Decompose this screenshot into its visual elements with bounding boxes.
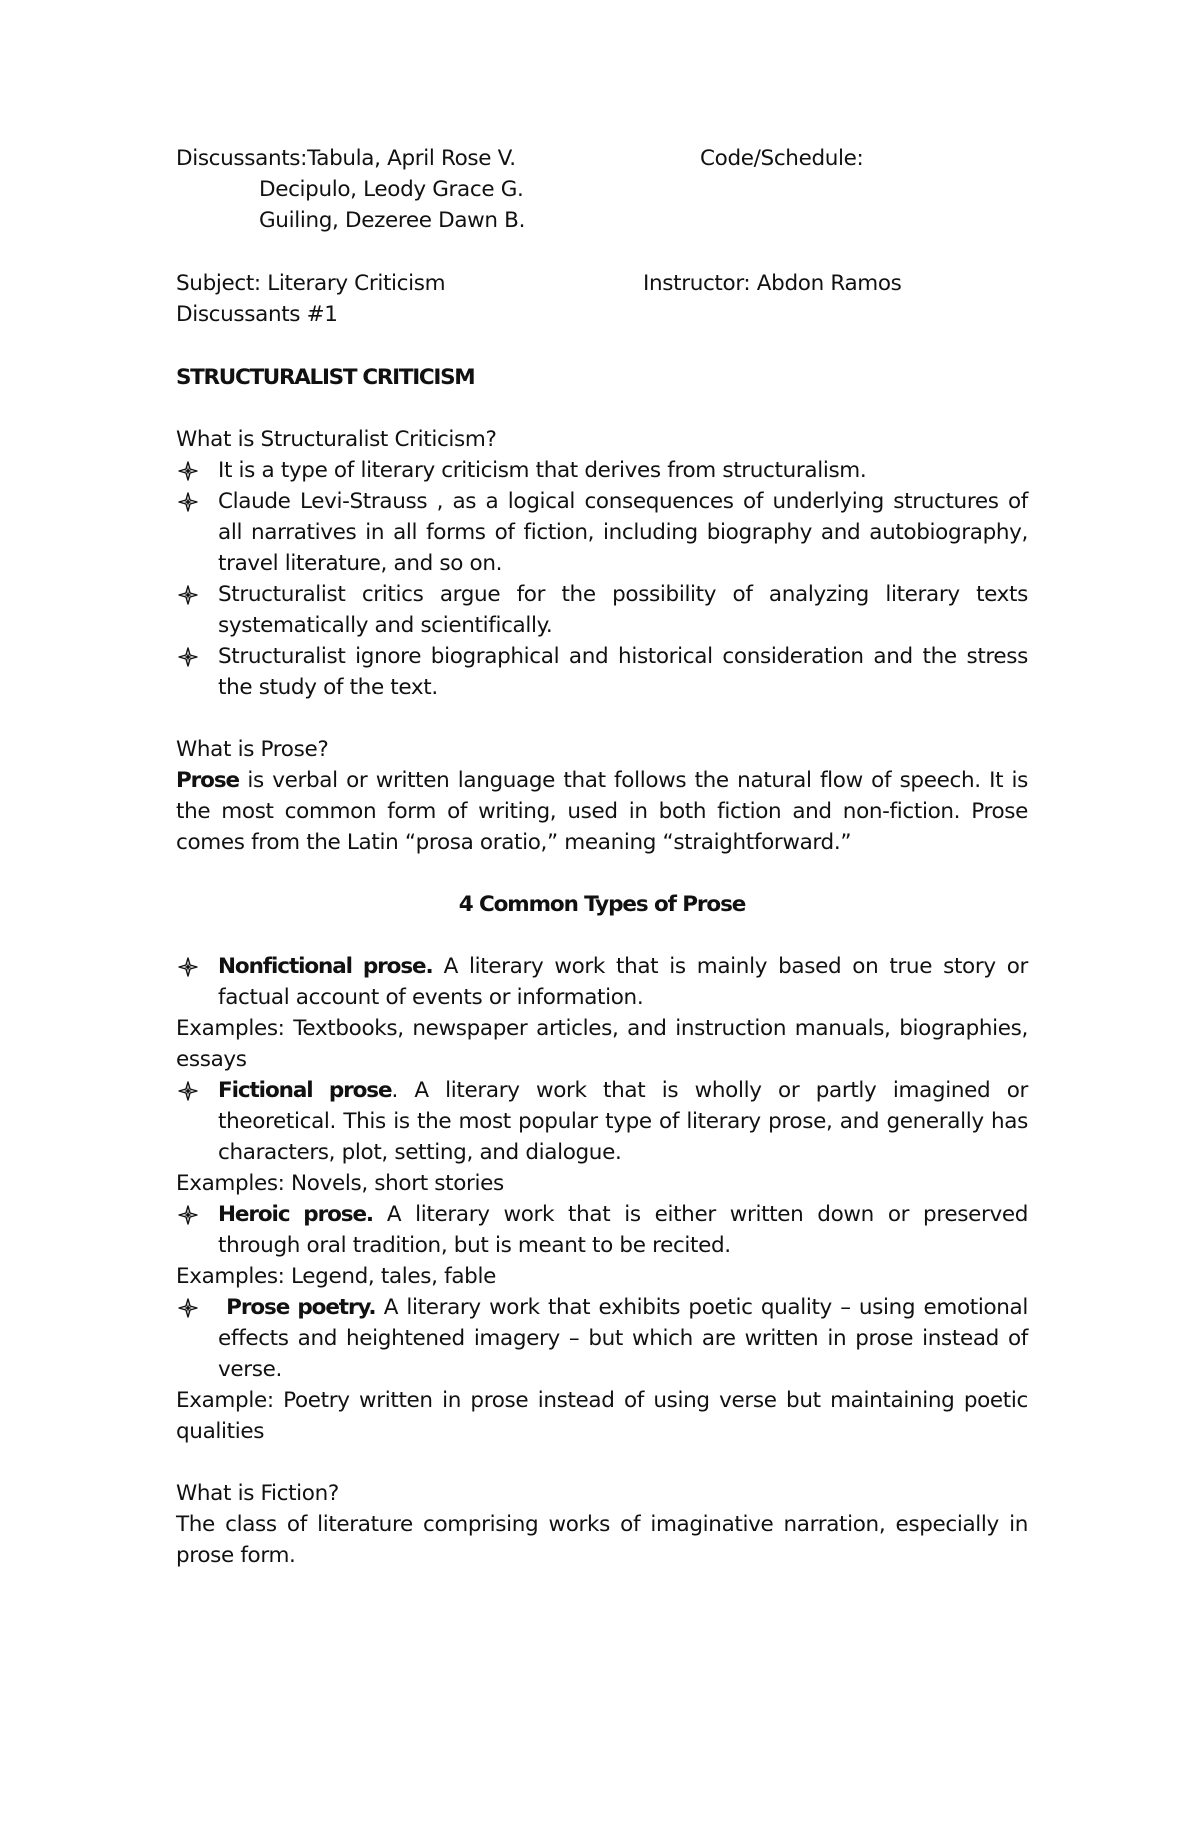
list-item-text: Claude Levi-Strauss , as a logical consequences of underlying structures of all narratives in all forms of fiction, including biography and autobiography, travel literature, and so on. — [218, 489, 1028, 576]
document-body — [176, 424, 1028, 1571]
list-item — [176, 641, 1028, 703]
prose-type-term: Prose poetry. — [218, 1295, 376, 1320]
four-pointed-star-icon — [178, 1205, 198, 1225]
list-item-text: It is a type of literary criticism that derives from structuralism. — [218, 458, 867, 483]
fiction-question: What is Fiction? — [176, 1481, 339, 1506]
page-title: STRUCTURALIST CRITICISM — [176, 365, 475, 390]
prose-question: What is Prose? — [176, 737, 329, 762]
discussants-line — [176, 143, 516, 174]
four-pointed-star-icon — [178, 492, 198, 512]
four-pointed-star-icon — [178, 647, 198, 667]
subject: Subject: Literary Criticism — [176, 271, 446, 296]
structuralist-question: What is Structuralist Criticism? — [176, 427, 497, 452]
discussant-2: Decipulo, Leody Grace G. — [259, 177, 524, 202]
discussant-1: Tabula, April Rose V. — [307, 146, 516, 171]
spacer — [176, 1447, 1028, 1478]
discussants-number: Discussants #1 — [176, 302, 338, 327]
prose-type-description: A literary work that exhibits poetic quality – using emotional effects and heightened imagery – but which are written in prose instead of verse. — [218, 1295, 1028, 1382]
instructor: Instructor: Abdon Ramos — [643, 271, 902, 296]
prose-type-examples: Examples: Novels, short stories — [176, 1171, 504, 1196]
prose-type-description: A literary work that is either written down or preserved through oral tradition, but is meant to be recited. — [218, 1202, 1029, 1258]
discussants-label: Discussants: — [176, 146, 308, 171]
four-pointed-star-icon — [178, 461, 198, 481]
prose-definition-text: is verbal or written language that follows the natural flow of speech. It is the most common form of writing, used in both fiction and non-fiction. Prose comes from the Latin “prosa oratio,” meaning “straightforward.” — [176, 768, 1028, 855]
discussant-3: Guiling, Dezeree Dawn B. — [259, 208, 526, 233]
prose-type-item — [176, 1075, 1028, 1168]
four-pointed-star-icon — [178, 585, 198, 605]
four-pointed-star-icon — [178, 957, 198, 977]
prose-type-description: . A literary work that is wholly or partly imagined or theoretical. This is the most popular type of literary prose, and generally has characters, plot, setting, and dialogue. — [218, 1078, 1029, 1165]
list-item-text: Structuralist critics argue for the possibility of analyzing literary texts systematically and scientifically. — [218, 582, 1028, 638]
prose-type-term: Nonfictional prose. — [218, 954, 433, 979]
prose-type-examples: Examples: Legend, tales, fable — [176, 1264, 496, 1289]
prose-type-item — [176, 1199, 1028, 1261]
prose-type-examples: Example: Poetry written in prose instead of using verse but maintaining poetic qualities — [176, 1388, 1028, 1444]
spacer — [176, 858, 1028, 889]
prose-type-term: Heroic prose. — [218, 1202, 373, 1227]
list-item-text: Structuralist ignore biographical and historical consideration and the stress the study of the text. — [218, 644, 1028, 700]
prose-type-item — [176, 1292, 1028, 1385]
spacer — [176, 920, 1028, 951]
prose-type-description: A literary work that is mainly based on true story or factual account of events or information. — [218, 954, 1028, 1010]
prose-type-item — [176, 951, 1028, 1013]
prose-term: Prose — [176, 768, 240, 793]
prose-type-list — [176, 951, 1028, 1013]
code-schedule: Code/Schedule: — [700, 146, 864, 171]
list-item — [176, 579, 1028, 641]
prose-type-term: Fictional prose — [218, 1078, 392, 1103]
four-pointed-star-icon — [178, 1081, 198, 1101]
prose-type-list — [176, 1199, 1028, 1261]
prose-type-list — [176, 1075, 1028, 1168]
prose-type-list — [176, 1292, 1028, 1385]
prose-definition — [176, 765, 1028, 858]
list-item — [176, 455, 1028, 486]
list-item — [176, 486, 1028, 579]
prose-type-examples: Examples: Textbooks, newspaper articles, and instruction manuals, biographies, essays — [176, 1016, 1028, 1072]
types-heading: 4 Common Types of Prose — [458, 892, 746, 917]
four-pointed-star-icon — [178, 1298, 198, 1318]
fiction-definition: The class of literature comprising works of imaginative narration, especially in prose form. — [176, 1512, 1028, 1568]
spacer — [176, 703, 1028, 734]
structuralist-list — [176, 455, 1028, 703]
